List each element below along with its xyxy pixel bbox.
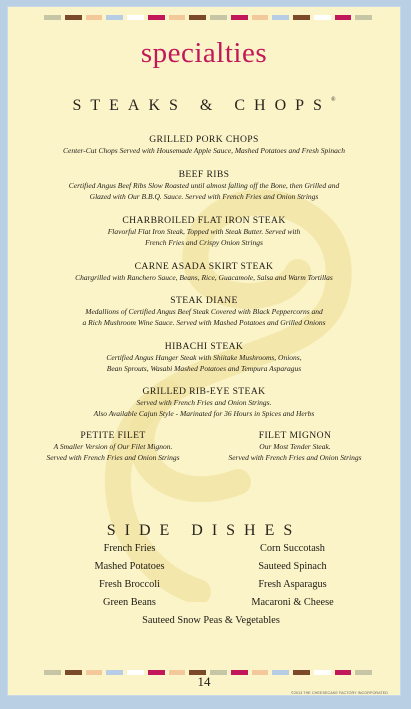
side-dish-item: French Fries (103, 543, 156, 554)
steaks-list (22, 134, 386, 463)
menu-item-description: A Smaller Version of Our Filet Mignon. (53, 442, 173, 451)
menu-item-description: Glazed with Our B.B.Q. Sauce. Served with French Fries and Onion Strings (89, 192, 319, 201)
menu-item-description: Flavorful Flat Iron Steak, Topped with Steak Butter. Served with (107, 227, 301, 236)
stripe-segment (44, 15, 61, 20)
stripe-segment (252, 15, 269, 20)
registered-mark: ® (330, 97, 336, 103)
stripe-segment (106, 15, 123, 20)
menu-item-description: Chargrilled with Ranchero Sauce, Beans, Rice, Guacamole, Salsa and Warm Tortillas (75, 273, 333, 282)
menu-item-name: BEEF RIBS (178, 169, 230, 180)
menu-item (22, 295, 386, 328)
side-dish-item: Fresh Asparagus (258, 579, 327, 590)
menu-item-description: Certified Angus Hanger Steak with Shiitake Mushrooms, Onions, (106, 353, 302, 362)
menu-item-description: Bean Sprouts, Wasabi Mashed Potatoes and Tempura Asparagus (106, 364, 302, 373)
menu-item-description: Served with French Fries and Onion Strings (46, 453, 180, 462)
side-dish-item: Macaroni & Cheese (251, 597, 334, 608)
menu-item (22, 386, 386, 419)
menu-item-name: CHARBROILED FLAT IRON STEAK (122, 215, 286, 226)
stripe-segment (65, 15, 82, 20)
menu-item (22, 134, 386, 156)
page-title: specialties (140, 37, 268, 69)
menu-item-description: Certified Angus Beef Ribs Slow Roasted until almost falling off the Bone, then Grilled and (68, 181, 340, 190)
menu-item-description: Served with French Fries and Onion Strings (228, 453, 362, 462)
menu-item-description: Medallions of Certified Angus Beef Steak Covered with Black Peppercorns and (85, 307, 323, 316)
menu-item (22, 341, 386, 374)
menu-item-name: CARNE ASADA SKIRT STEAK (134, 261, 274, 272)
stripe-segment (210, 15, 227, 20)
stripe-segment (355, 15, 372, 20)
menu-item-name: GRILLED PORK CHOPS (149, 134, 259, 145)
menu-item-description: French Fries and Crispy Onion Strings (145, 238, 263, 247)
filet-pair-row (22, 430, 386, 463)
stripe-segment (169, 15, 186, 20)
menu-item-name: PETITE FILET (80, 430, 146, 441)
section-heading-steaks (8, 97, 400, 115)
menu-item-description: Served with French Fries and Onion Strings. (136, 398, 272, 407)
menu-item-description: Center-Cut Chops Served with Housemade Apple Sauce, Mashed Potatoes and Fresh Spinach (63, 146, 345, 155)
menu-page (8, 7, 400, 695)
stripe-segment (272, 15, 289, 20)
stripe-segment (293, 15, 310, 20)
menu-item-name: FILET MIGNON (258, 430, 332, 441)
stripe-segment (189, 15, 206, 20)
page-number: 14 (197, 674, 211, 689)
menu-item-name: STEAK DIANE (170, 295, 238, 306)
stripe-segment (314, 15, 331, 20)
stripe-segment (148, 15, 165, 20)
menu-item (22, 215, 386, 248)
side-dish-item: Mashed Potatoes (94, 561, 165, 572)
side-dish-item: Sauteed Spinach (258, 561, 327, 572)
stripe-segment (86, 15, 103, 20)
side-dish-item: Corn Succotash (260, 543, 325, 554)
copyright-text: ©2013 THE CHEESECAKE FACTORY INCORPORATED (291, 691, 388, 695)
side-dish-item: Fresh Broccoli (99, 579, 160, 590)
stripe-segment (127, 15, 144, 20)
side-dish-item: Sauteed Snow Peas & Vegetables (142, 615, 280, 626)
menu-item (204, 430, 386, 463)
menu-item-name: HIBACHI STEAK (164, 341, 244, 352)
menu-item-name: GRILLED RIB-EYE STEAK (142, 386, 266, 397)
side-dishes-list (48, 543, 374, 626)
menu-item (22, 261, 386, 283)
menu-item-description: a Rich Mushroom Wine Sauce. Served with Mashed Potatoes and Grilled Onions (82, 318, 326, 327)
stripe-segment (231, 15, 248, 20)
section-heading-sides: SIDE DISHES (106, 522, 302, 539)
menu-item (22, 430, 204, 463)
side-dish-item: Green Beans (103, 597, 156, 608)
steaks-heading-text: STEAKS & CHOPS (72, 97, 331, 114)
top-color-stripe (44, 15, 376, 20)
menu-item (22, 169, 386, 202)
menu-item-description: Also Available Cajun Style - Marinated for 36 Hours in Spices and Herbs (93, 409, 315, 418)
stripe-segment (335, 15, 352, 20)
menu-item-description: Our Most Tender Steak. (259, 442, 331, 451)
